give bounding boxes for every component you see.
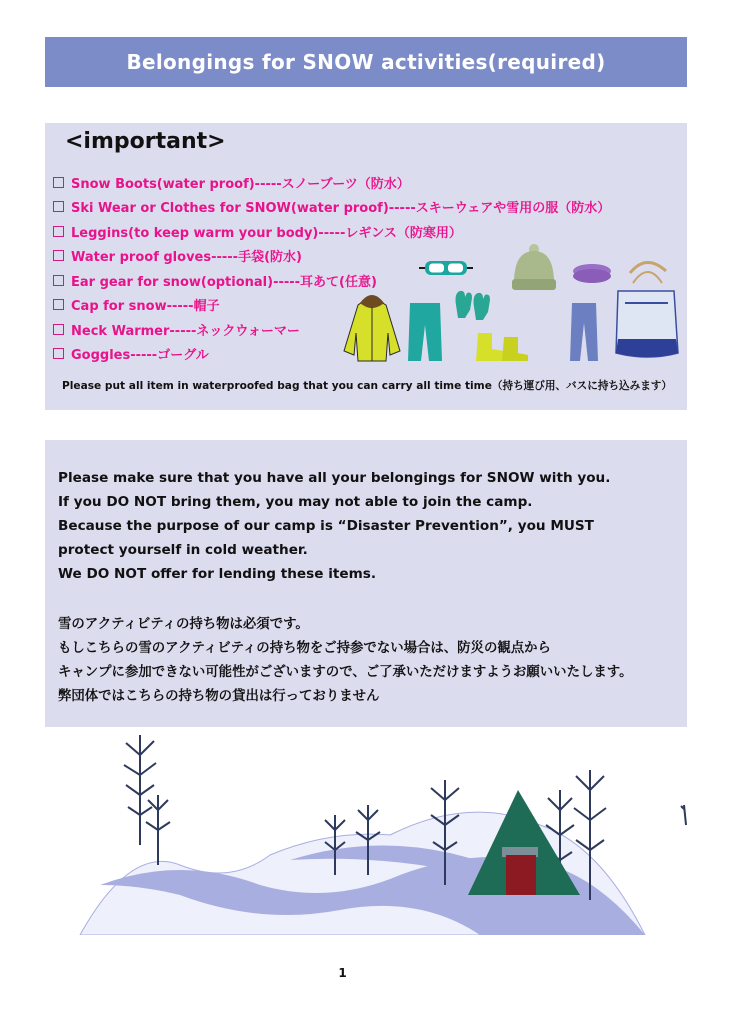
checklist-item[interactable]: Snow Boots(water proof)-----スノーブーツ（防水） [53, 170, 610, 195]
checklist-item[interactable]: Ski Wear or Clothes for SNOW(water proof)-----スキーウェアや雪用の服（防水） [53, 195, 610, 220]
checkbox[interactable] [53, 177, 64, 188]
checkbox[interactable] [53, 275, 64, 286]
checklist-item[interactable]: Ear gear for snow(optional)-----耳あて(任意) [53, 268, 610, 293]
page-number: 1 [338, 966, 347, 980]
notice-line-en: We DO NOT offer for lending these items. [58, 566, 376, 582]
notice-line-jp: 弊団体ではこちらの持ち物の貸出は行っておりません [58, 689, 380, 704]
notice-line-jp: キャンプに参加できない可能性がございますので、ご了承いただけますようお願いいたします。 [58, 665, 633, 680]
notice-line-jp: もしこちらの雪のアクティビティの持ち物をご持参でない場合は、防災の観点から [58, 641, 551, 656]
checklist-item[interactable]: Neck Warmer-----ネックウォーマー [53, 317, 610, 342]
snow-gear-illustration [330, 243, 685, 368]
checklist-item[interactable]: Cap for snow-----帽子 [53, 293, 610, 318]
notice-panel [45, 440, 687, 727]
neck-warmer-icon [573, 264, 611, 283]
page-title: Belongings for SNOW activities(required) [45, 37, 687, 87]
checklist-item[interactable]: Leggins(to keep warm your body)-----レギンス（防寒用） [53, 219, 610, 244]
checkbox[interactable] [53, 226, 64, 237]
snow-camp-scene [70, 735, 710, 935]
notice-line-en: If you DO NOT bring them, you may not able to join the camp. [58, 494, 533, 510]
jacket-icon [344, 295, 400, 361]
notice-line-jp: 雪のアクティビティの持ち物は必須です。 [58, 617, 309, 632]
checkbox[interactable] [53, 299, 64, 310]
notice-line-en: Because the purpose of our camp is “Disaster Prevention”, you MUST [58, 518, 594, 534]
boots-icon [476, 333, 528, 361]
checkbox[interactable] [53, 348, 64, 359]
waterproof-bag-note: Please put all item in waterproofed bag that you can carry all time time（持ち運び用、バスに持ち込みます） [62, 380, 672, 392]
gloves-icon [456, 291, 491, 320]
checklist-item[interactable]: Goggles-----ゴーグル [53, 342, 610, 367]
important-panel [45, 123, 687, 410]
notice-line-en: protect yourself in cold weather. [58, 542, 308, 558]
goggles-icon [419, 261, 473, 275]
checkbox[interactable] [53, 324, 64, 335]
pants-icon [408, 303, 442, 361]
leggings-icon [570, 303, 598, 361]
checkbox[interactable] [53, 250, 64, 261]
important-heading: <important> [65, 129, 226, 154]
checklist-item[interactable]: Water proof gloves-----手袋(防水) [53, 244, 610, 269]
checkbox[interactable] [53, 201, 64, 212]
knit-cap-icon [512, 244, 556, 290]
notice-line-en: Please make sure that you have all your belongings for SNOW with you. [58, 470, 611, 486]
drawstring-bag-icon [616, 262, 678, 357]
